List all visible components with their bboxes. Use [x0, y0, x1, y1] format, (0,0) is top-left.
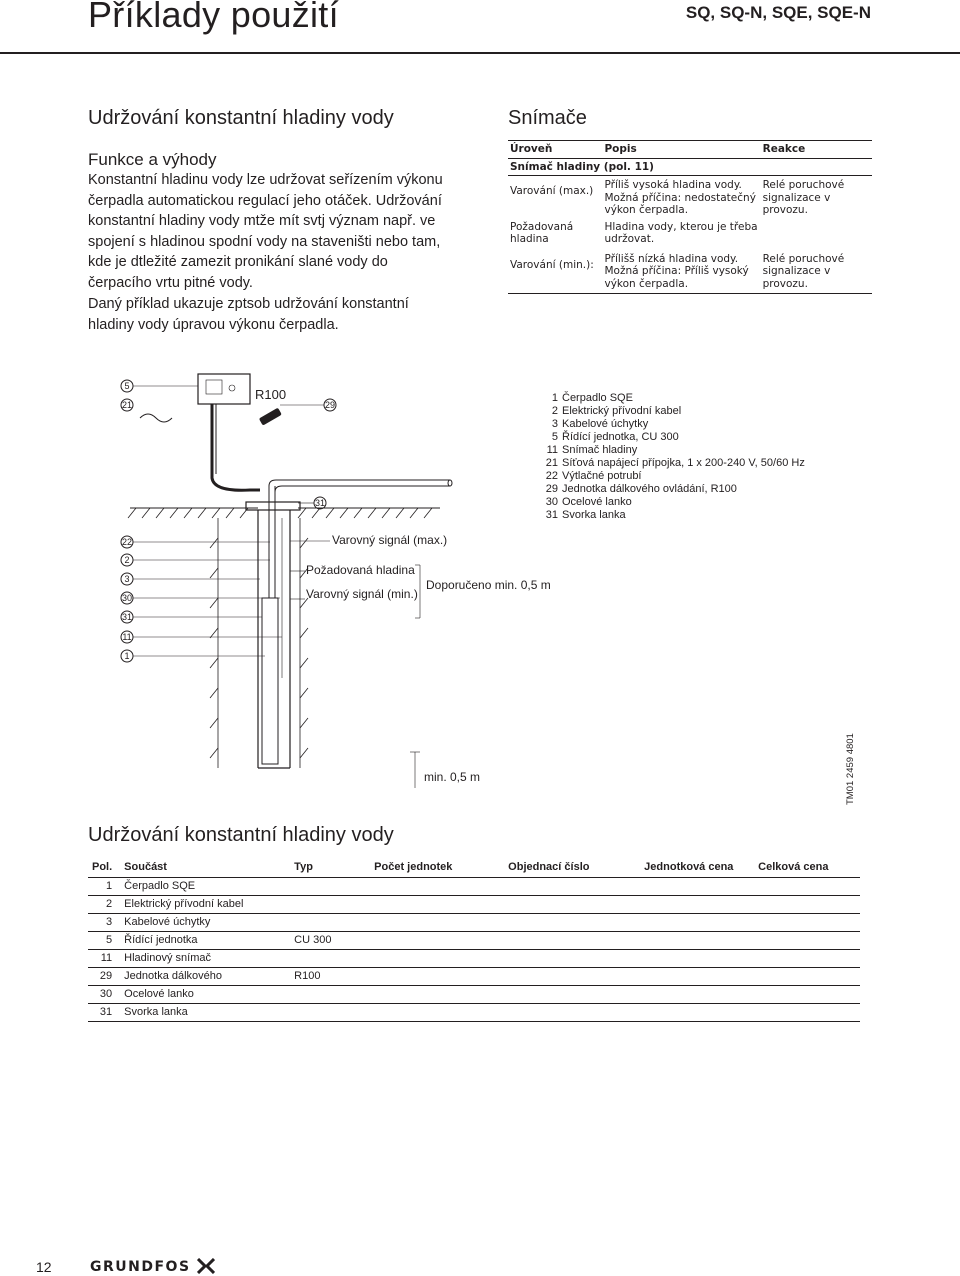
warn-min-label: Varovný signál (min.)	[306, 587, 418, 601]
sensor-group-label: Snímač hladiny (pol. 11)	[510, 160, 654, 173]
legend-item: 2 Elektrický přívodní kabel	[551, 405, 682, 417]
power-cable	[212, 400, 260, 490]
callout: 1	[124, 651, 130, 661]
callout: 3	[124, 574, 130, 584]
col-level-header: Úroveň	[510, 143, 553, 155]
discharge-pipe	[269, 480, 452, 492]
table-row: 1 Čerpadlo SQE	[88, 877, 860, 895]
sensor-level: Požadovaná hladina	[510, 220, 574, 245]
sensor-level: Varování (max.)	[510, 185, 594, 197]
recommended-label: Doporučeno min. 0,5 m	[426, 578, 551, 592]
legend-item: 31 Svorka lanka	[545, 509, 626, 521]
header-rule	[0, 52, 960, 54]
col-part: Součást	[120, 858, 290, 877]
callout: 31	[121, 612, 133, 622]
sensor-reaction: Relé poruchové signalizace v provozu.	[762, 252, 845, 290]
col-description-header: Popis	[604, 143, 637, 155]
example-paragraph: Daný příklad ukazuje zptsob udržování konstantní hladiny vody úpravou výkonu čerpadla.	[88, 296, 409, 333]
callout: 31	[314, 498, 326, 508]
remote-r100	[259, 408, 282, 426]
table-row: 30 Ocelové lanko	[88, 985, 860, 1003]
product-line: SQ, SQ-N, SQE, SQE-N	[685, 3, 871, 22]
legend-item: 3 Kabelové úchytky	[551, 418, 649, 430]
legend-item: 30 Ocelové lanko	[545, 496, 632, 508]
sensor-reaction	[763, 221, 872, 246]
remote-label: R100	[255, 387, 287, 402]
callout: 22	[121, 537, 133, 547]
min-depth-label: min. 0,5 m	[424, 770, 481, 784]
legend-item: 5 Řídící jednotka, CU 300	[551, 431, 679, 443]
sensor-description: Přílišš nízká hladina vody. Možná příčina: Příliš vysoký výkon čerpadla.	[604, 252, 749, 290]
sensor-description: Příliš vysoká hladina vody. Možná příčina: nedostatečný výkon čerpadla.	[604, 179, 756, 216]
legend-item: 11 Snímač hladiny	[546, 444, 638, 456]
table-row: 2 Elektrický přívodní kabel	[88, 895, 860, 913]
sensor-row	[508, 218, 872, 247]
sensor-description: Hladina vody, kterou je třeba udržovat.	[604, 220, 758, 245]
sensor-reaction: Relé poruchové signalizace v provozu.	[762, 179, 845, 216]
callout: 30	[121, 593, 133, 603]
legend-item: 22 Výtlačné potrubí	[545, 470, 642, 482]
legend-item: 29 Jednotka dálkového ovládání, R100	[545, 483, 737, 495]
page-number: 12	[36, 1259, 52, 1275]
section-subtitle: Funkce a výhody	[88, 150, 217, 169]
table-row: 3 Kabelové úchytky	[88, 913, 860, 931]
mains-symbol	[140, 414, 172, 422]
section-title: Udržování konstantní hladiny vody	[88, 107, 394, 129]
intro-paragraph: Konstantní hladinu vody lze udržovat seřízením výkonu čerpadla automatickou regulací jeho otáček. Udržování konstantní hladiny vody mtže mít svtj význam např. ve spojení s hladinou spodní vody na staveništi nebo tam, kde je dtležité zamezit pronikání slané vody do čerpacího vrtu pitné vody.	[88, 172, 443, 291]
col-type: Typ	[290, 858, 370, 877]
table-row: 31 Svorka lanka	[88, 1003, 860, 1021]
legend-item: 21 Síťová napájecí přípojka, 1 x 200-240 V, 50/60 Hz	[545, 457, 805, 469]
col-order-number: Objednací číslo	[504, 858, 640, 877]
table-row: 5 Řídící jednotka CU 300	[88, 931, 860, 949]
table-row: 29 Jednotka dálkového R100	[88, 967, 860, 985]
grundfos-x-icon	[197, 1258, 215, 1274]
col-pos: Pol.	[88, 858, 120, 877]
brand-logo	[90, 1258, 215, 1275]
col-reaction-header: Reakce	[762, 143, 806, 155]
sensor-row	[508, 247, 872, 294]
well-casing	[246, 486, 300, 768]
col-total-price: Celková cena	[754, 858, 860, 877]
parts-table-header	[88, 858, 860, 877]
sensor-row	[508, 176, 872, 218]
sensors-title: Snímače	[508, 107, 587, 129]
col-quantity: Počet jednotek	[370, 858, 504, 877]
diagram-legend	[540, 392, 805, 522]
brand-name: GRUNDFOS	[90, 1259, 191, 1275]
parts-table-title: Udržování konstantní hladiny vody	[88, 824, 394, 846]
parts-table	[88, 858, 860, 1022]
borehole	[210, 518, 308, 768]
col-unit-price: Jednotková cena	[640, 858, 754, 877]
required-level-label: Požadovaná hladina	[306, 563, 415, 577]
legend-item: 1 Čerpadlo SQE	[551, 392, 633, 404]
warn-max-label: Varovný signál (max.)	[332, 533, 448, 547]
drawing-code-text: TM01 2459 4801	[845, 733, 856, 805]
callout: 5	[124, 381, 130, 391]
callout: 29	[324, 400, 336, 410]
sensor-table-header	[508, 141, 872, 158]
callout: 11	[122, 632, 132, 642]
page-title: Příklady použití	[88, 0, 339, 35]
callout: 21	[121, 400, 133, 410]
control-unit	[198, 374, 250, 404]
drawing-code	[842, 730, 856, 805]
callouts	[121, 380, 336, 662]
sensor-group-row	[508, 159, 872, 176]
sensor-level: Varování (min.):	[510, 258, 594, 271]
sensor-table	[508, 140, 872, 294]
table-row: 11 Hladinový snímač	[88, 949, 860, 967]
callout: 2	[124, 555, 130, 565]
